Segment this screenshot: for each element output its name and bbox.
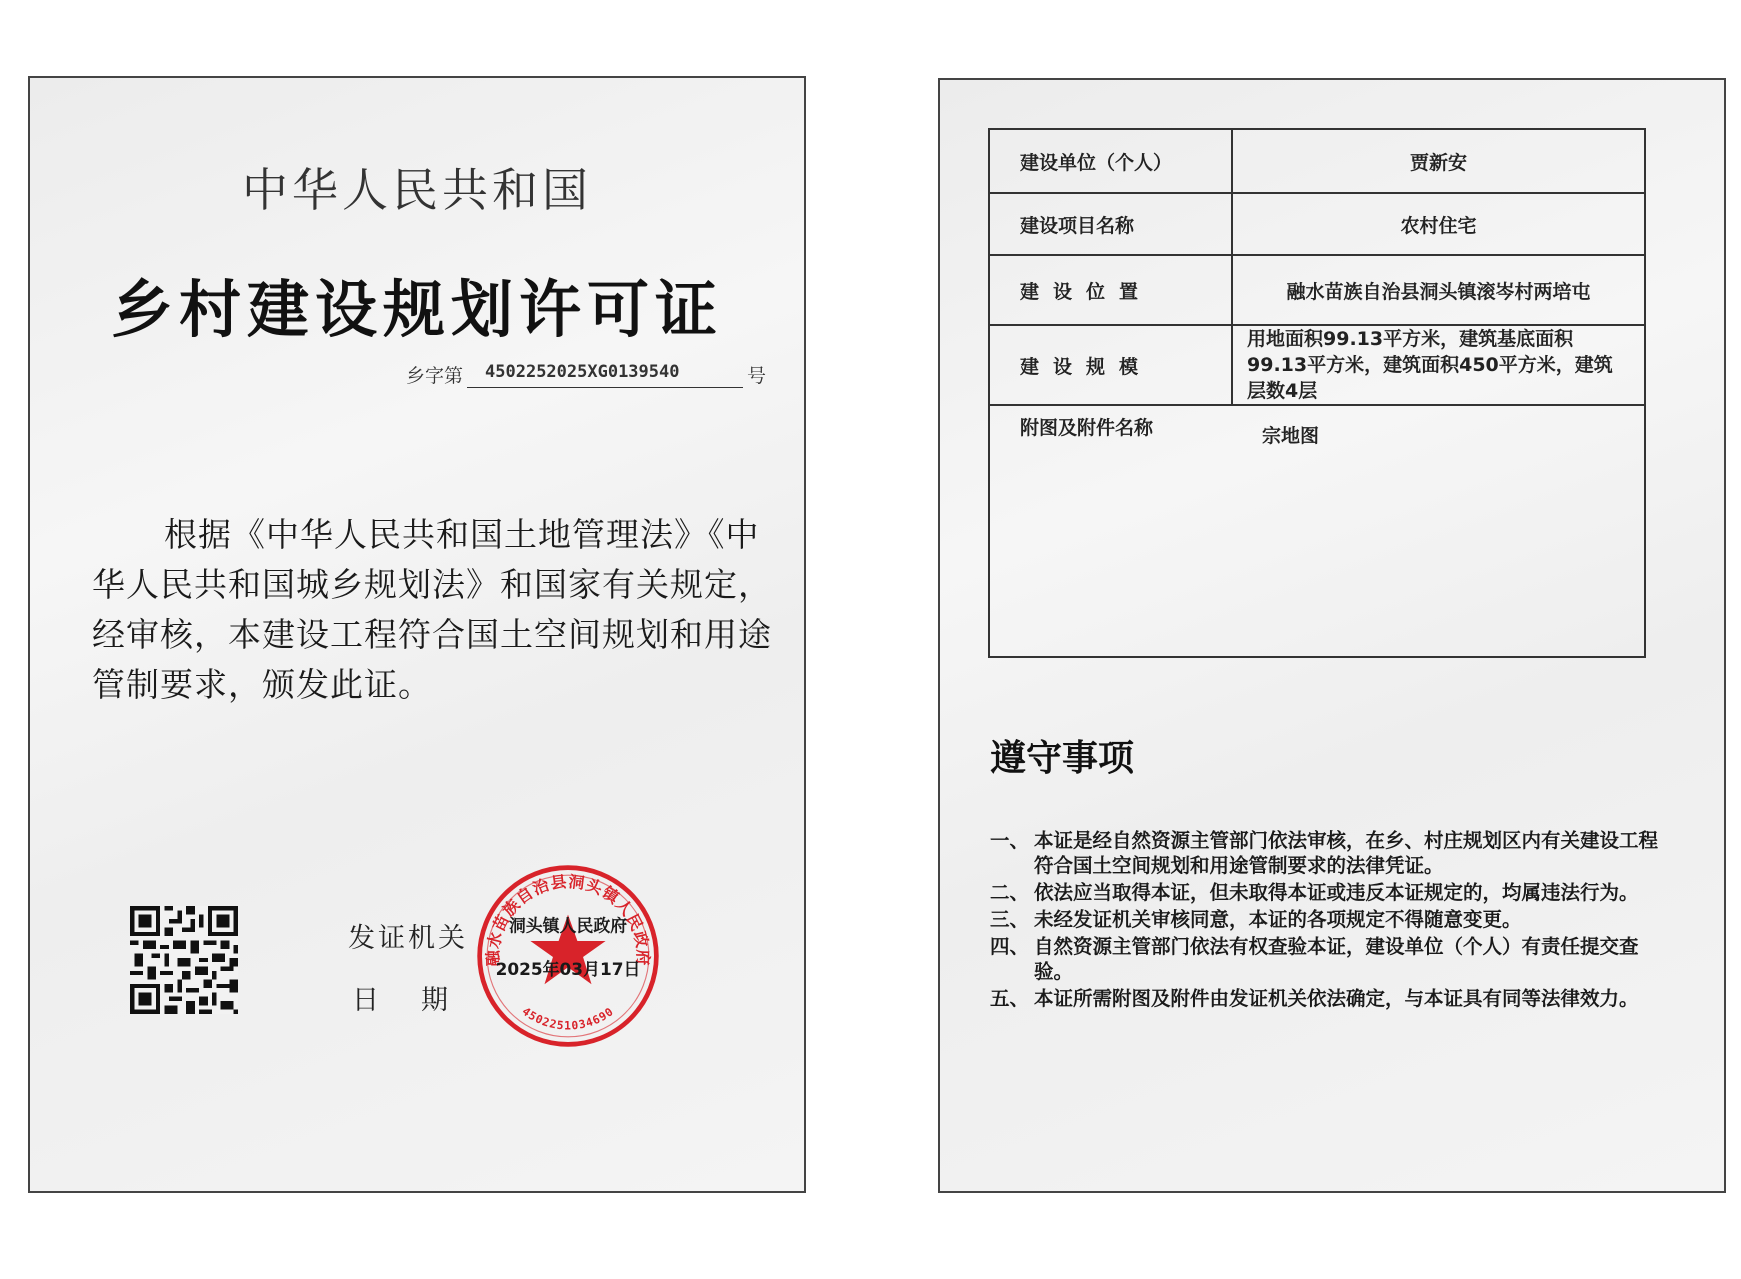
table-row	[989, 193, 1645, 255]
cert-number-prefix: 乡字第	[406, 365, 464, 387]
table-row	[989, 255, 1645, 325]
permit-details-page	[938, 78, 1726, 1193]
seal-code-text: 4502251034690	[519, 1004, 617, 1033]
cert-number-suffix: 号	[747, 365, 767, 387]
row-label: 建设项目名称	[989, 193, 1232, 255]
cert-number-value: 4502252025XG0139540	[467, 360, 743, 388]
country-title: 中华人民共和国	[242, 163, 592, 217]
rule-number: 三、	[990, 908, 1030, 931]
table-row	[989, 129, 1645, 193]
row-value: 贾新安	[1232, 129, 1645, 193]
rule-number: 五、	[990, 987, 1030, 1010]
list-item	[990, 986, 1660, 1011]
rule-number: 一、	[990, 829, 1030, 852]
row-value: 农村住宅	[1232, 193, 1645, 255]
official-seal-stamp	[474, 862, 662, 1050]
row-value: 用地面积99.13平方米，建筑基底面积99.13平方米，建筑面积450平方米，建筑层数4层	[1232, 325, 1645, 405]
qr-code-icon	[130, 904, 238, 1016]
permit-info-table	[988, 128, 1646, 406]
permit-cover-page	[28, 76, 806, 1193]
rules-list	[990, 828, 1660, 1013]
list-item	[990, 907, 1660, 932]
rule-text: 依法应当取得本证，但未取得本证或违反本证规定的，均属违法行为。	[1034, 881, 1639, 904]
certificate-title: 乡村建设规划许可证	[110, 273, 723, 346]
issue-date-label: 日期	[352, 985, 490, 1016]
seal-date-text: 2025年03月17日	[495, 958, 641, 979]
issuing-authority-label: 发证机关	[348, 923, 468, 954]
row-label: 建设规模	[989, 325, 1232, 405]
attachment-section	[988, 391, 1646, 658]
list-item	[990, 880, 1660, 905]
list-item	[990, 828, 1660, 878]
row-label: 建设单位（个人）	[989, 129, 1232, 193]
svg-text:4502251034690	[520, 1005, 617, 1033]
row-label: 建设位置	[989, 255, 1232, 325]
rule-text: 未经发证机关审核同意，本证的各项规定不得随意变更。	[1034, 908, 1522, 931]
row-value: 融水苗族自治县洞头镇滚岑村两培屯	[1232, 255, 1645, 325]
certificate-number	[406, 360, 766, 388]
attachment-label: 附图及附件名称	[1020, 417, 1154, 439]
seal-ring-text: 融水苗族自治县洞头镇人民政府	[483, 871, 653, 967]
certificate-body-text: 根据《中华人民共和国土地管理法》《中华人民共和国城乡规划法》和国家有关规定，经审核，本建设工程符合国土空间规划和用途管制要求，颁发此证。	[92, 515, 772, 704]
rule-number: 二、	[990, 881, 1030, 904]
rule-text: 自然资源主管部门依法有权查验本证，建设单位（个人）有责任提交查验。	[1034, 935, 1639, 983]
list-item	[990, 934, 1660, 984]
rules-heading: 遵守事项	[990, 738, 1135, 779]
rule-number: 四、	[990, 935, 1030, 958]
rule-text: 本证所需附图及附件由发证机关依法确定，与本证具有同等法律效力。	[1034, 987, 1639, 1010]
seal-center-text: 洞头镇人民政府	[508, 915, 628, 936]
attachment-value: 宗地图	[1262, 425, 1320, 447]
rule-text: 本证是经自然资源主管部门依法审核，在乡、村庄规划区内有关建设工程符合国土空间规划和用途管制要求的法律凭证。	[1034, 829, 1659, 877]
